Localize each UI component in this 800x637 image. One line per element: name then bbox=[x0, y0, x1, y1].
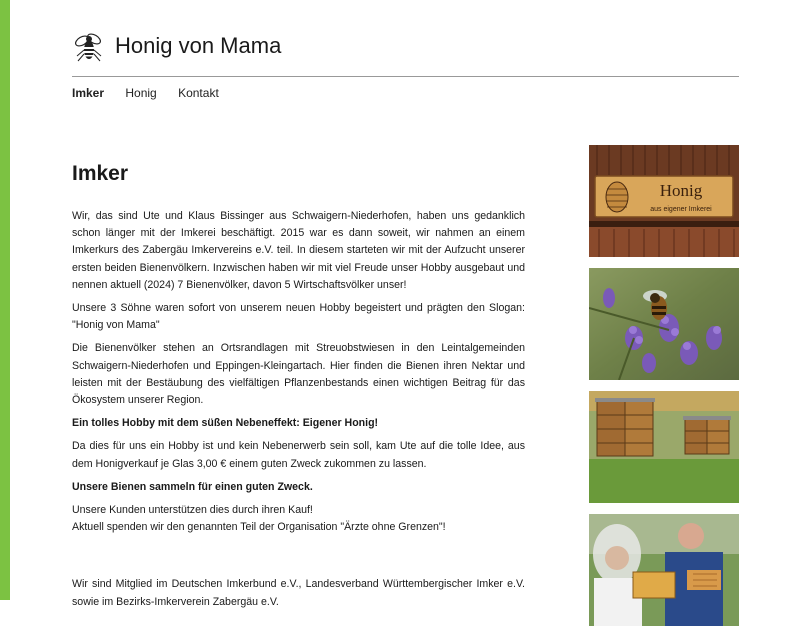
organisation-line: Aktuell spenden wir den genannten Teil der Organisation "Ärzte ohne Grenzen"! bbox=[72, 521, 446, 534]
donation-paragraph: Da dies für uns ein Hobby ist und kein Nebenerwerb sein soll, kam Ute auf die tolle Idee, aus dem Honigverkauf je Glas 3,00 € einem guten Zweck zukommen zu lassen. bbox=[72, 440, 525, 470]
nav-item-kontakt[interactable]: Kontakt bbox=[178, 86, 219, 100]
beekeepers-photo[interactable] bbox=[589, 514, 739, 626]
sign-subtitle: aus eigener Imkerei bbox=[650, 206, 712, 213]
site-title[interactable]: Honig von Mama bbox=[115, 33, 282, 58]
customers-line: Unsere Kunden unterstützen dies durch ihren Kauf! bbox=[72, 504, 313, 517]
beehive-icon bbox=[606, 182, 628, 212]
location-paragraph: Die Bienenvölker stehen an Ortsrandlagen mit Streuobstwiesen in den Leintalgemeinden Schwaigern-Niederhofen und Eppingen-Kleingartach. Hier finden die Bienen ihren Nektar und leisten mit der Bestäubung des vielfältigen Pflanzenbestands einen wichtigen Beitrag für das Ökosystem unserer Region. bbox=[72, 342, 525, 407]
page-title: Imker bbox=[72, 162, 129, 185]
honey-sign-photo[interactable] bbox=[589, 145, 739, 257]
intro-paragraph: Wir, das sind Ute und Klaus Bissinger aus Schwaigern-Niederhofen, haben uns gedanklich schon länger mit der Imkerei beschäftigt. 2015 war es dann soweit, wir nahmen an einem Imkerkurs des Zabergäu Imkervereins e.V. teil. In diesem starteten wir mit der Aufzucht unserer ersten beiden Bienenvölkern. Inzwischen haben wir mit viel Freude unser Hobby ausgebaut und nennen aktuell (2024) 7 Bienenvölker, davon 5 Wirtschaftsvölker unser! bbox=[72, 210, 525, 291]
hive-stack-1 bbox=[595, 398, 655, 456]
membership-paragraph: Wir sind Mitglied im Deutschen Imkerbund e.V., Landesverband Württembergischer Imker e.V. sowie im Bezirks-Imkerverein Zabergäu e.V. bbox=[72, 578, 525, 608]
photo-sidebar bbox=[589, 145, 739, 637]
good-cause-highlight: Unsere Bienen sammeln für einen guten Zweck. bbox=[72, 480, 313, 493]
hive-stack-2 bbox=[683, 416, 731, 454]
bee-lavender-photo[interactable] bbox=[589, 268, 739, 380]
nav-item-honig[interactable]: Honig bbox=[125, 86, 157, 100]
beehives-photo[interactable] bbox=[589, 391, 739, 503]
site-header bbox=[72, 30, 739, 77]
main-nav bbox=[72, 86, 237, 100]
bee-icon[interactable] bbox=[72, 30, 106, 64]
main-content bbox=[72, 162, 525, 617]
sign-title: Honig bbox=[659, 181, 703, 200]
nav-item-imker[interactable]: Imker bbox=[72, 86, 105, 100]
accent-bar bbox=[0, 0, 10, 600]
hobby-highlight: Ein tolles Hobby mit dem süßen Nebeneffekt: Eigener Honig! bbox=[72, 417, 379, 430]
sons-paragraph: Unsere 3 Söhne waren sofort von unserem neuen Hobby begeistert und prägten den Slogan: "Honig von Mama" bbox=[72, 302, 525, 332]
